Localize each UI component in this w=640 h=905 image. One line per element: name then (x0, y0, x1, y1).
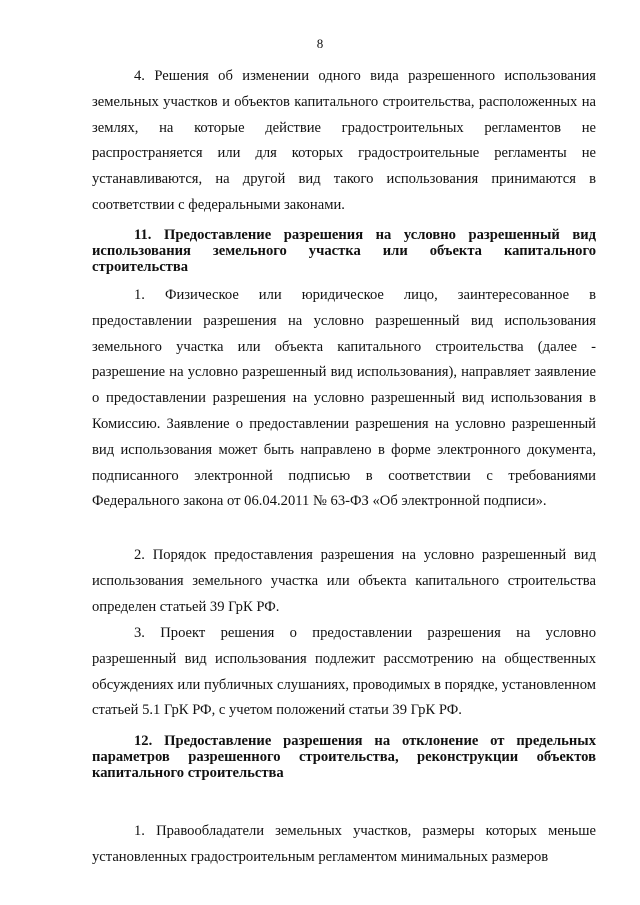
paragraph-4: 4. Решения об изменении одного вида разрешенного использования земельных участков и объектов капитального строительства, расположенных на землях, на которые действие градостроительных регламентов не распространяется или для которых градостроительные регламенты не устанавливаются, на другой вид такого использования принимаются в соответствии с федеральными законами. (92, 68, 596, 213)
paragraph-11-1: 1. Физическое или юридическое лицо, заинтересованное в предоставлении разрешения на условно разрешенный вид использования земельного участка или объекта капитального строительства (далее - разрешение на условно разрешенный вид использования), направляет заявление о предоставлении разрешения на условно разрешенный вид использования в Комиссию. Заявление о предоставлении разрешения на условно разрешенный вид использования может быть направлено в форме электронного документа, подписанного электронной подписью в соответствии с требованиями Федерального закона от 06.04.2011 № 63-ФЗ «Об электронной подписи». (92, 287, 596, 510)
paragraph-11-3: 3. Проект решения о предоставлении разрешения на условно разрешенный вид использования подлежит рассмотрению на общественных обсуждениях или публичных слушаниях, проводимых в порядке, установленном статьей 5.1 ГрК РФ, с учетом положений статьи 39 ГрК РФ. (92, 625, 596, 719)
page-number: 8 (316, 36, 324, 51)
paragraph-12-1: 1. Правообладатели земельных участков, размеры которых меньше установленных градостроительным регламентом минимальных размеров (92, 823, 596, 865)
section-heading-12: 12. Предоставление разрешения на отклонение от предельных параметров разрешенного строительства, реконструкции объектов капитального строительства (92, 733, 596, 781)
paragraph-11-2: 2. Порядок предоставления разрешения на условно разрешенный вид использования земельного участка или объекта капитального строительства определен статьей 39 ГрК РФ. (92, 547, 596, 615)
section-heading-11: 11. Предоставление разрешения на условно разрешенный вид использования земельного участка или объекта капитального строительства (92, 227, 596, 275)
